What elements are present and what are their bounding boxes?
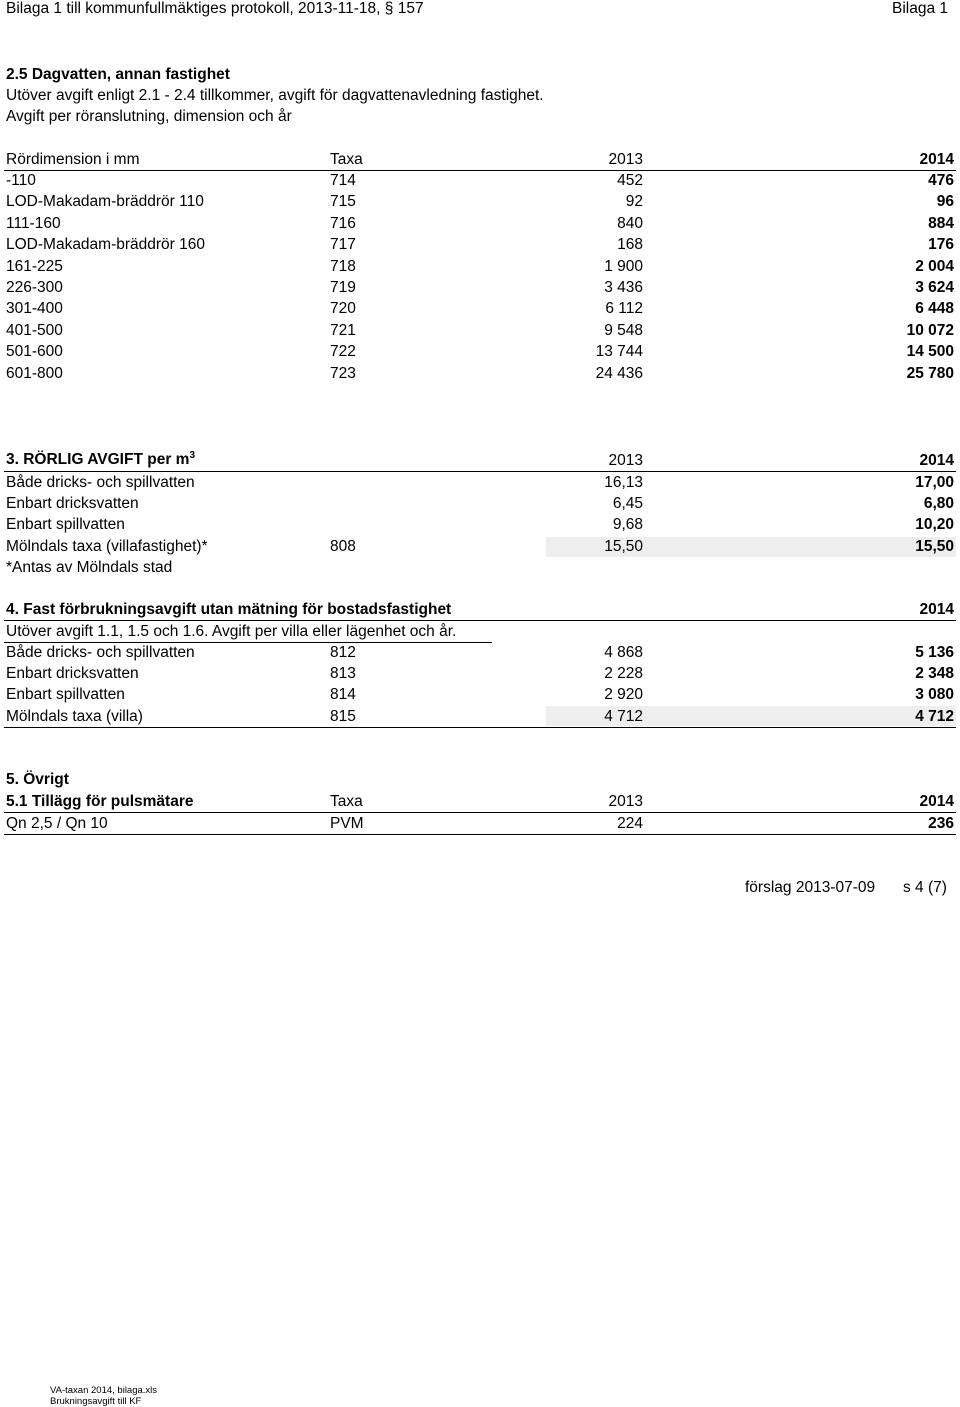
row-value-2014: 14 500	[906, 343, 954, 361]
row-label: Både dricks- och spillvatten	[6, 474, 195, 491]
row-value-2013: 1 900	[604, 257, 643, 275]
section-3-title-text: 3. RÖRLIG AVGIFT per m	[6, 451, 190, 468]
row-label: Mölndals taxa (villa)	[6, 707, 143, 725]
divider	[4, 812, 956, 813]
row-value-2013: 2 920	[604, 686, 643, 704]
row-label: 501-600	[6, 343, 63, 361]
row-value-2014: 5 136	[915, 644, 954, 661]
row-value-2013: 6,45	[612, 495, 643, 513]
row-code: PVM	[330, 815, 364, 832]
row-value-2013: 3 436	[604, 279, 643, 296]
row-value-2014: 17,00	[915, 474, 954, 491]
section-3-footnote: *Antas av Mölndals stad	[6, 559, 173, 576]
divider	[4, 620, 956, 621]
page-number: s 4 (7)	[903, 879, 947, 896]
row-code: 813	[330, 665, 356, 683]
footer-sheet-name: Brukningsavgift till KF	[50, 1396, 142, 1407]
row-value-2013: 840	[617, 214, 643, 232]
row-code: 720	[330, 300, 356, 318]
row-label: 301-400	[6, 300, 63, 318]
row-code: 715	[330, 193, 356, 211]
row-code: 719	[330, 279, 356, 296]
divider	[4, 170, 956, 171]
row-label: 226-300	[6, 279, 63, 296]
section-3-title	[6, 451, 195, 471]
section-5-title: 5. Övrigt	[6, 771, 69, 788]
row-value-2013: 24 436	[595, 364, 643, 382]
proposal-date: förslag 2013-07-09	[745, 879, 876, 896]
row-code: 721	[330, 321, 356, 339]
row-value-2014: 15,50	[915, 537, 954, 555]
section-5-header-2014: 2014	[919, 793, 954, 810]
row-value-2013: 4 868	[604, 644, 643, 661]
row-code: 717	[330, 236, 356, 254]
row-code: 814	[330, 686, 356, 704]
row-value-2013: 452	[617, 172, 643, 189]
row-value-2013: 92	[625, 193, 643, 211]
row-value-2014: 2 348	[915, 665, 954, 683]
row-value-2014: 884	[928, 214, 954, 232]
row-value-2014: 2 004	[915, 257, 954, 275]
row-label: Enbart spillvatten	[6, 686, 125, 704]
column-header-dimension: Rördimension i mm	[6, 151, 140, 168]
row-code: 722	[330, 343, 356, 361]
row-value-2013: 13 744	[595, 343, 643, 361]
row-label: Enbart spillvatten	[6, 516, 125, 534]
row-value-2014: 10,20	[915, 516, 954, 534]
row-value-2014: 10 072	[906, 321, 954, 339]
row-value-2014: 176	[928, 236, 954, 254]
section-4-subtitle: Utöver avgift 1.1, 1.5 och 1.6. Avgift per villa eller lägenhet och år.	[6, 623, 457, 640]
divider	[4, 642, 492, 643]
row-code: 812	[330, 644, 356, 661]
row-value-2014: 476	[928, 172, 954, 189]
section-2-5-line2: Avgift per röranslutning, dimension och år	[6, 108, 292, 125]
row-value-2013: 9 548	[604, 321, 643, 339]
section-5-header-2013: 2013	[608, 793, 643, 810]
row-value-2013: 2 228	[604, 665, 643, 683]
section-3-header-2014: 2014	[919, 452, 954, 469]
row-label: 161-225	[6, 257, 63, 275]
row-value-2014: 4 712	[915, 707, 954, 725]
row-label: Enbart dricksvatten	[6, 665, 139, 683]
section-3-header-2013: 2013	[608, 452, 643, 469]
row-value-2014: 3 624	[915, 279, 954, 296]
row-value-2014: 25 780	[906, 364, 954, 382]
row-code: 714	[330, 172, 356, 189]
section-4-title: 4. Fast förbrukningsavgift utan mätning för bostadsfastighet	[6, 601, 452, 618]
row-label: 601-800	[6, 364, 63, 382]
row-label: Enbart dricksvatten	[6, 495, 139, 513]
section-5-header-taxa: Taxa	[330, 793, 363, 810]
row-code: 716	[330, 214, 356, 232]
row-label: LOD-Makadam-bräddrör 160	[6, 236, 206, 254]
row-label: 401-500	[6, 321, 63, 339]
row-value-2013: 168	[617, 236, 643, 254]
footer-filename: VA-taxan 2014, bilaga.xls	[50, 1385, 158, 1396]
document-header-label: Bilaga 1	[892, 0, 949, 17]
row-code: 815	[330, 707, 356, 725]
section-4-header-2014: 2014	[919, 601, 954, 618]
row-label: Mölndals taxa (villafastighet)*	[6, 537, 208, 555]
row-value-2014: 6 448	[915, 300, 954, 318]
row-value-2013: 9,68	[612, 516, 643, 534]
column-header-2013: 2013	[608, 151, 643, 168]
row-value-2013: 4 712	[604, 707, 643, 725]
row-value-2013: 16,13	[604, 474, 643, 491]
row-value-2013: 224	[617, 815, 643, 832]
column-header-taxa: Taxa	[330, 151, 363, 168]
row-value-2014: 96	[936, 193, 954, 211]
row-value-2013: 15,50	[604, 537, 643, 555]
column-header-2014: 2014	[919, 151, 954, 168]
divider	[4, 727, 956, 728]
section-2-5-title: 2.5 Dagvatten, annan fastighet	[6, 66, 230, 83]
document-header-title: Bilaga 1 till kommunfullmäktiges protokoll, 2013-11-18, § 157	[6, 0, 424, 17]
section-3-title-superscript: 3	[189, 450, 195, 461]
section-2-5-line1: Utöver avgift enligt 2.1 - 2.4 tillkommer, avgift för dagvattenavledning fastighet.	[6, 87, 544, 104]
row-label: Qn 2,5 / Qn 10	[6, 815, 108, 832]
row-value-2013: 6 112	[605, 300, 643, 318]
row-code: 718	[330, 257, 356, 275]
row-code: 808	[330, 537, 356, 555]
row-value-2014: 3 080	[915, 686, 954, 704]
row-value-2014: 6,80	[923, 495, 954, 513]
row-value-2014: 236	[928, 815, 954, 832]
row-label: Både dricks- och spillvatten	[6, 644, 195, 661]
row-label: 111-160	[6, 214, 61, 232]
divider	[4, 471, 956, 472]
row-label: -110	[6, 172, 36, 189]
divider	[4, 834, 956, 835]
row-code: 723	[330, 364, 356, 382]
row-label: LOD-Makadam-bräddrör 110	[6, 193, 204, 211]
section-5-1-title: 5.1 Tillägg för pulsmätare	[6, 793, 194, 810]
